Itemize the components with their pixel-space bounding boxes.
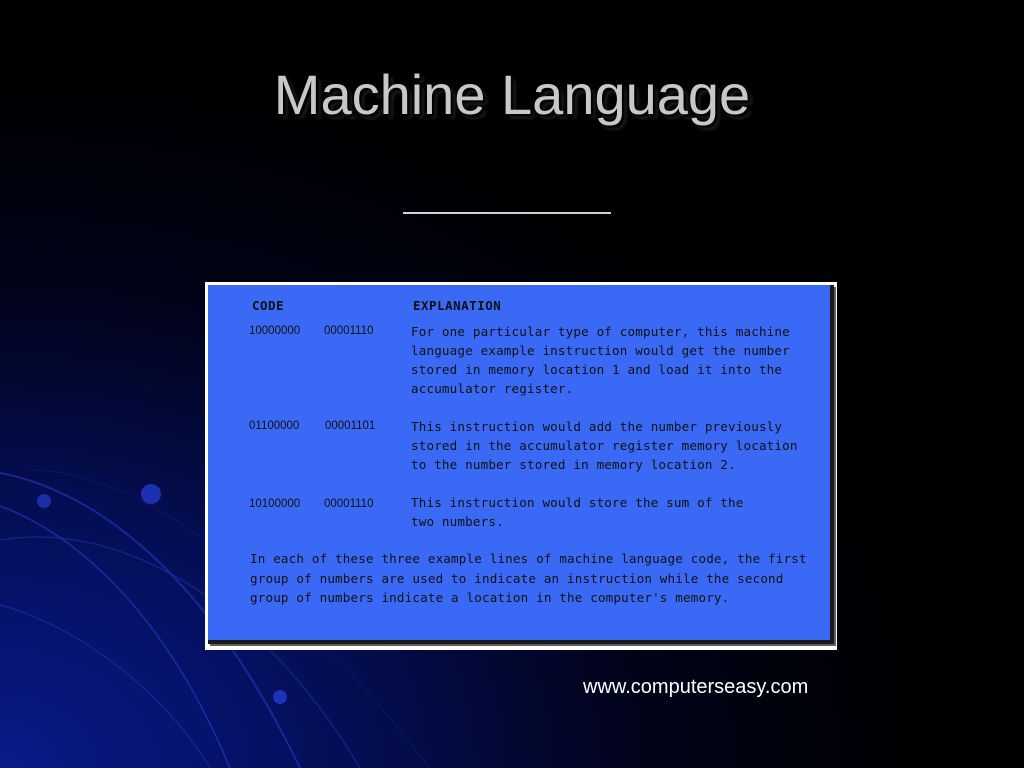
slide-title: Machine Language — [273, 63, 751, 126]
row3-line2: two numbers. — [411, 514, 504, 529]
header-explanation: EXPLANATION — [413, 298, 502, 313]
row2-line3: to the number stored in memory location 2. — [411, 457, 736, 472]
row2-explanation — [411, 417, 798, 474]
summary-line1: In each of these three example lines of machine language code, the first — [250, 551, 807, 566]
row1-code-opcode: 10000000 — [249, 325, 301, 337]
row1-code-operand: 00001110 — [324, 325, 374, 337]
summary-paragraph — [250, 549, 807, 608]
code-figure-frame — [205, 282, 837, 650]
row3-line1: This instruction would store the sum of the — [411, 495, 744, 510]
header-code: CODE — [252, 298, 285, 313]
row2-line2: stored in the accumulator register memory location — [411, 438, 798, 453]
summary-line3: group of numbers indicate a location in the computer's memory. — [250, 590, 730, 605]
row3-code-operand: 00001110 — [324, 498, 374, 510]
code-table-panel — [208, 285, 834, 644]
row2-line1: This instruction would add the number previously — [411, 419, 783, 434]
row3-code-opcode: 10100000 — [249, 498, 301, 510]
decor-dot-small — [273, 690, 287, 704]
row2-code-opcode: 01100000 — [249, 420, 300, 432]
title-underline — [403, 212, 611, 214]
row3-explanation — [411, 493, 743, 531]
row1-line1: For one particular type of computer, this machine — [411, 324, 790, 339]
row1-line2: language example instruction would get the number — [411, 343, 790, 358]
summary-line2: group of numbers are used to indicate an instruction while the second — [250, 570, 784, 586]
decor-dot-large — [141, 484, 161, 504]
row2-code-operand: 00001101 — [325, 420, 376, 432]
row1-line3: stored in memory location 1 and load it into the — [411, 362, 783, 377]
row1-explanation — [411, 322, 790, 398]
row1-line4: accumulator register. — [411, 381, 574, 396]
decor-dot-medium — [37, 494, 51, 508]
source-url: www.computerseasy.com — [583, 676, 809, 698]
